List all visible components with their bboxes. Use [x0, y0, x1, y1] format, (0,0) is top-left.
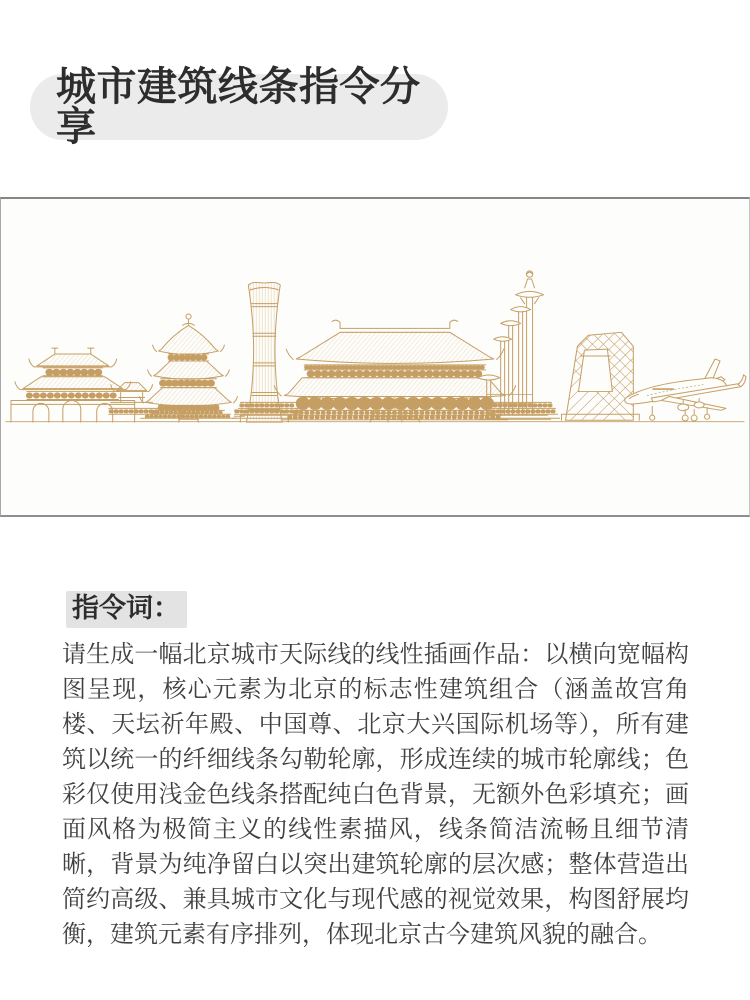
airplane	[625, 359, 746, 421]
skyline-svg	[1, 199, 749, 515]
title-badge	[30, 65, 448, 149]
skyline-illustration	[0, 197, 750, 517]
temple-of-heaven	[140, 314, 245, 422]
prompt-label	[66, 591, 187, 628]
page-title: 城市建筑线条指令分享	[56, 65, 421, 149]
prompt-label-text: 指令词：	[72, 593, 180, 623]
china-zun-tower	[240, 282, 288, 422]
prompt-text: 请生成一幅北京城市天际线的线性插画作品：以横向宽幅构图呈现，核心元素为北京的标志性建筑组合（涵盖故宫角楼、天坛祈年殿、中国尊、北京大兴国际机场等），所有建筑以统一的纤细线条勾勒轮廓，形成连续的城市轮廓线；色彩仅使用浅金色线条搭配纯白色背景，无额外色彩填充；画面风格为极简主义的线性素描风，线条简洁流畅且细节清晰，背景为纯净留白以突出建筑轮廓的层次感；整体营造出简约高级、兼具城市文化与现代感的视觉效果，构图舒展均衡，建筑元素有序排列，体现北京古今建筑风貌的融合。	[62, 641, 689, 948]
forbidden-city-hall	[274, 320, 515, 422]
